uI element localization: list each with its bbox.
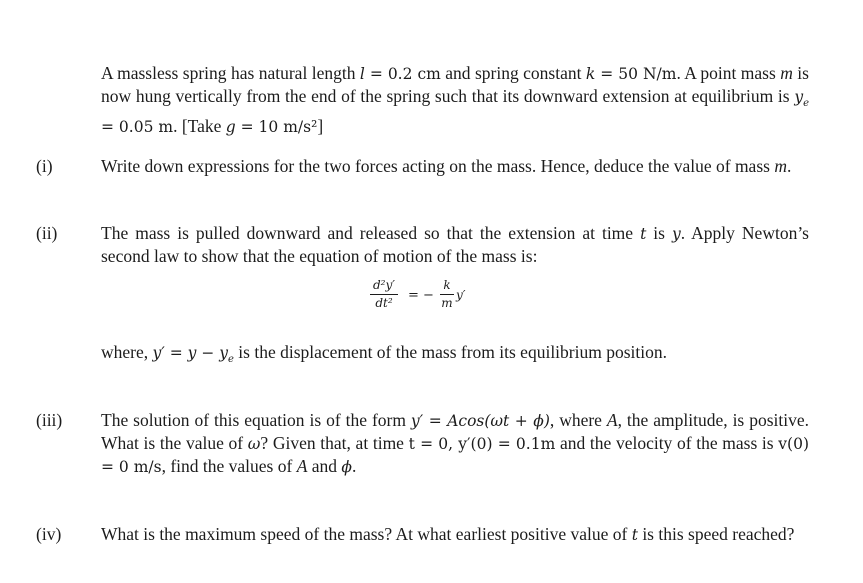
equilibrium-extension-expression: $y_e = 0.05$ m: [101, 88, 809, 137]
displacement-definition: $y' = y - y_e$: [152, 344, 234, 366]
solution-form-expression: y′ = Acos(ωt + ϕ): [410, 412, 550, 430]
mass-symbol: m: [774, 156, 787, 176]
equation-of-motion: [370, 278, 530, 338]
time-symbol: t: [631, 526, 638, 544]
omega-symbol: ω: [247, 435, 261, 453]
intro-text: is now hung vertically from the end of the spring such that its downward extension at equilibrium is: [101, 63, 809, 106]
part-i-text: Write down expressions for the two forces acting on the mass. Hence, deduce the value of mass m.: [101, 156, 792, 176]
part-iv-label: (iv): [36, 524, 62, 544]
equals-minus: = −: [408, 288, 434, 303]
part-iv-text: What is the maximum speed of the mass? At what earliest positive value of t is this speed reached?: [101, 524, 795, 544]
part-ii-text: The mass is pulled downward and released so that the extension at time t is y. Apply Newton’s second law to show that the equation of motion of the mass is:: [101, 223, 809, 266]
extension-symbol: y: [671, 225, 681, 243]
intro-text: . A point mass: [676, 63, 781, 83]
amplitude-symbol: A: [606, 410, 618, 430]
part-iii-label: (iii): [36, 410, 63, 430]
part-iii-text: The solution of this equation is of the form y′ = Acos(ωt + ϕ), where A, the amplitude, is positive. What is the value of ω? Given that, at time t = 0, y′(0) = 0.1m and the velocity of the mass is v(0) = 0 m/s, find the values of A and ϕ.: [101, 410, 809, 476]
intro-text: A massless spring has natural length: [101, 63, 360, 83]
second-derivative-fraction: d²y′ dt²: [370, 278, 398, 311]
intro-text: and spring constant: [440, 63, 586, 83]
intro-text: . [Take: [173, 116, 226, 137]
k-over-m-fraction: k m: [441, 278, 453, 310]
initial-velocity-expression: v(0) = 0 m/s: [101, 435, 809, 476]
displacement-symbol: y′: [456, 288, 466, 302]
time-symbol: t: [640, 225, 647, 243]
intro-paragraph: [101, 62, 809, 138]
part-i-label: (i): [36, 156, 53, 176]
amplitude-symbol: A: [296, 456, 308, 476]
phase-symbol: ϕ: [341, 458, 352, 476]
mass-symbol: m: [780, 63, 793, 83]
intro-text: ]: [317, 116, 324, 137]
length-expression: l = 0.2 cm: [359, 65, 441, 83]
part-ii-where-text: where, $y' = y - y_e$ is the displacement of the mass from its equilibrium position.: [101, 342, 667, 366]
initial-condition-expression: t = 0, y′(0) = 0.1m: [408, 435, 556, 453]
gravity-expression: g = 10 m/s²: [225, 118, 318, 137]
spring-constant-expression: k = 50 N/m: [585, 65, 677, 83]
part-ii-label: (ii): [36, 223, 58, 243]
